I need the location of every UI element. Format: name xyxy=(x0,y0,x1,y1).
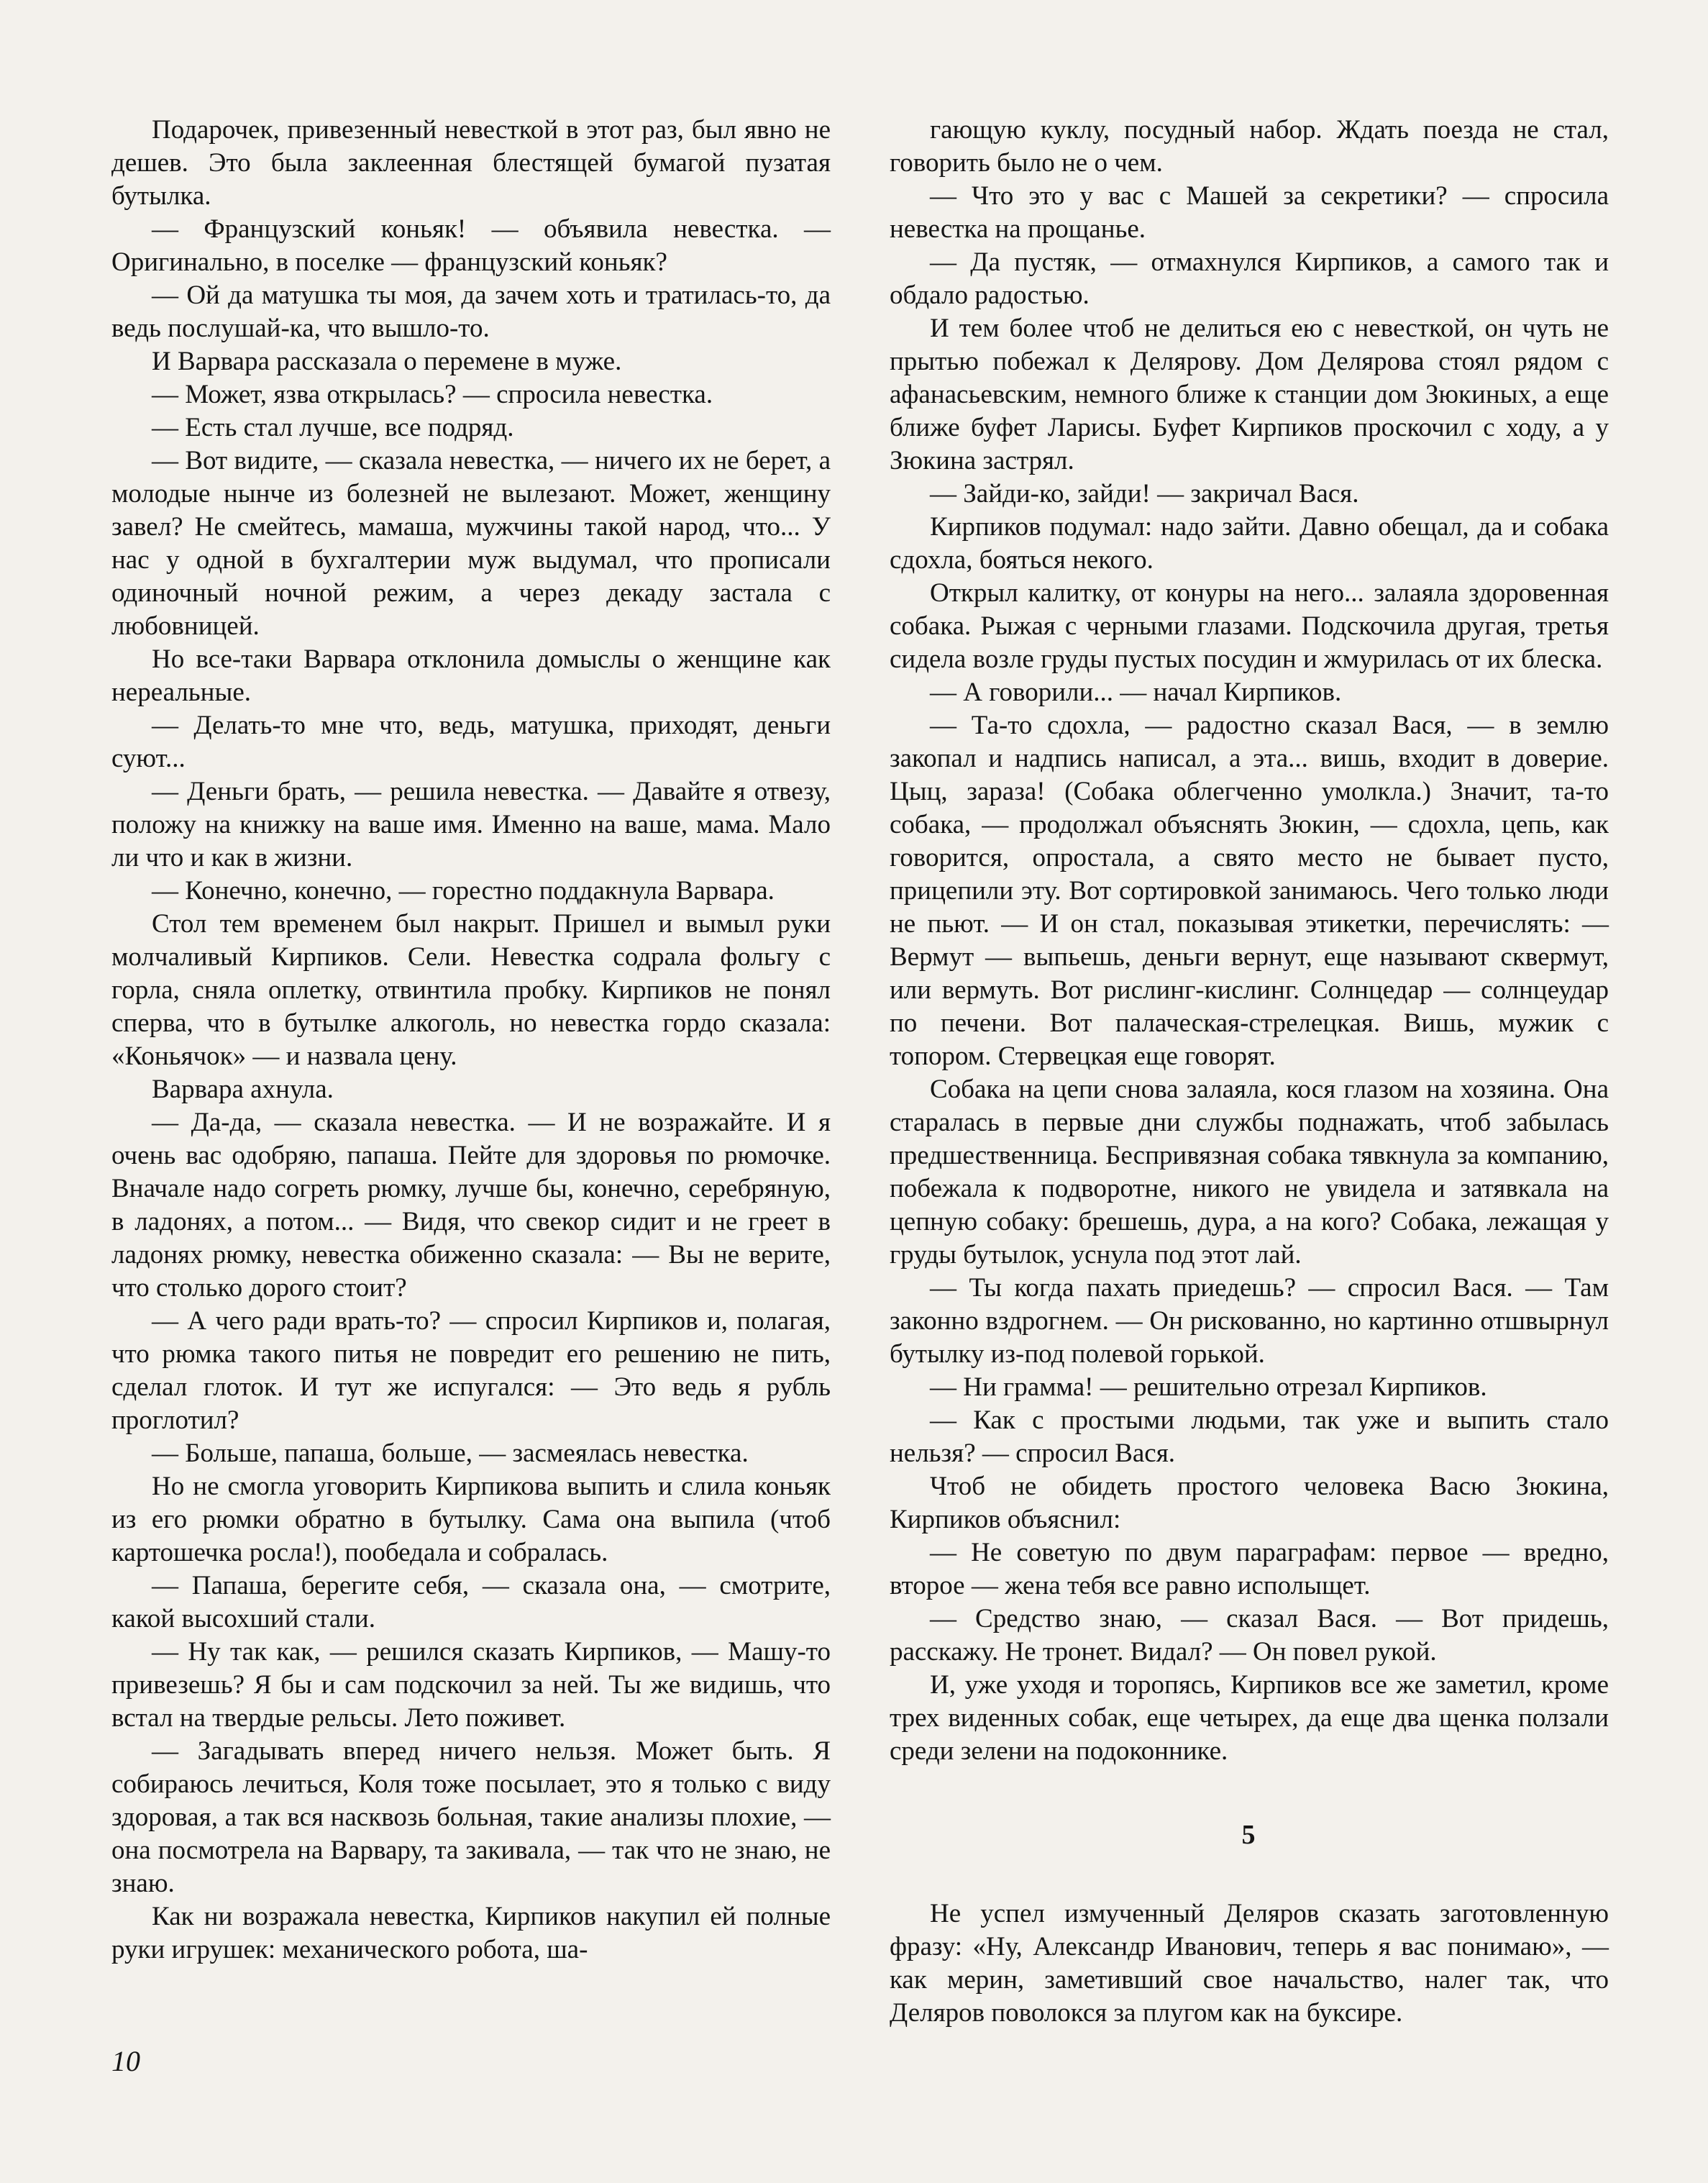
paragraph: — Не советую по двум параграфам: первое — вредно, второе — жена тебя все равно исполыщет. xyxy=(890,1538,1609,1600)
paragraph: Чтоб не обидеть простого человека Васю Зюкина, Кирпиков объяснил: xyxy=(890,1472,1609,1534)
paragraph: — Ты когда пахать приедешь? — спросил Вася. — Там законно вздрогнем. — Он рискованно, но картинно отшвырнул бутылку из-под полевой горькой. xyxy=(890,1273,1609,1369)
paragraph: И тем более чтоб не делиться ею с невесткой, он чуть не прытью побежал к Делярову. Дом Делярова стоял рядом с афанасьевским, немного ближе к станции дом Зюкиных, а еще ближе буфет Ларисы. Буфет Кирпиков проскочил с ходу, а у Зюкина застрял. xyxy=(890,314,1609,475)
paragraph: — Что это у вас с Машей за секретики? — спросила невестка на прощанье. xyxy=(890,181,1609,244)
paragraph: — Зайди-ко, зайди! — закричал Вася. xyxy=(930,479,1359,509)
paragraph: — Да пустяк, — отмахнулся Кирпиков, а самого так и обдало радостью. xyxy=(890,247,1609,310)
paragraph: — Ни грамма! — решительно отрезал Кирпиков. xyxy=(930,1372,1487,1402)
paragraph: — Средство знаю, — сказал Вася. — Вот придешь, расскажу. Не тронет. Видал? — Он повел рукой. xyxy=(890,1604,1609,1667)
paragraph: — Конечно, конечно, — горестно поддакнула Варвара. xyxy=(152,876,775,906)
paragraph: Но не смогла уговорить Кирпикова выпить и слила коньяк из его рюмки обратно в бутылку. Сама она выпила (чтоб картошечка росла!), пообедала и собралась. xyxy=(111,1472,831,1567)
paragraph: — Вот видите, — сказала невестка, — ничего их не берет, а молодые нынче из болезней не вылезают. Может, женщину завел? Не смейтесь, мамаша, мужчины такой народ, что... У нас у одной в бухгалтерии муж выдумал, что прописали одиночный ночной режим, а через декаду застала с любовницей. xyxy=(111,446,831,641)
paragraph: — Ой да матушка ты моя, да зачем хоть и тратилась-то, да ведь послушай-ка, что вышло-то. xyxy=(111,281,831,343)
paragraph: — Делать-то мне что, ведь, матушка, приходят, деньги суют... xyxy=(111,711,831,773)
paragraph: Подарочек, привезенный невесткой в этот раз, был явно не дешев. Это была заклеенная блестящей бумагой пузатая бутылка. xyxy=(111,115,831,211)
paragraph: — Ну так как, — решился сказать Кирпиков, — Машу-то привезешь? Я бы и сам подскочил за ней. Ты же видишь, что встал на твердые рельсы. Лето поживет. xyxy=(111,1637,831,1733)
paragraph: Как ни возражала невестка, Кирпиков накупил ей полные руки игрушек: механического робота, ша- xyxy=(111,1902,831,1964)
paragraph: Но все-таки Варвара отклонила домыслы о женщине как нереальные. xyxy=(111,644,831,707)
left-column xyxy=(111,114,831,1966)
paragraph: И Варвара рассказала о перемене в муже. xyxy=(152,347,622,376)
page-number: 10 xyxy=(111,2045,140,2077)
paragraph: гающую куклу, посудный набор. Ждать поезда не стал, говорить было не о чем. xyxy=(890,115,1609,178)
paragraph: — Есть стал лучше, все подряд. xyxy=(152,413,514,442)
paragraph: — А чего ради врать-то? — спросил Кирпиков и, полагая, что рюмка такого питья не повредит его решению не пить, сделал глоток. И тут же испугался: — Это ведь я рубль проглотил? xyxy=(111,1306,831,1435)
paragraph: — Папаша, берегите себя, — сказала она, — смотрите, какой высохший стали. xyxy=(111,1571,831,1633)
right-column xyxy=(890,114,1609,2030)
section-number: 5 xyxy=(1241,1820,1257,1850)
paragraph: — А говорили... — начал Кирпиков. xyxy=(930,678,1342,707)
paragraph: И, уже уходя и торопясь, Кирпиков все же заметил, кроме трех виденных собак, еще четырех, да еще два щенка ползали среди зелени на подоконнике. xyxy=(890,1670,1609,1766)
paragraph: — Загадывать вперед ничего нельзя. Может быть. Я собираюсь лечиться, Коля тоже посылает, это я только с виду здоровая, а так вся насквозь больная, такие анализы плохие, — она посмотрела на Варвару, та закивала, — так что не знаю, не знаю. xyxy=(111,1736,831,1898)
paragraph: — Больше, папаша, больше, — засмеялась невестка. xyxy=(152,1439,749,1468)
paragraph: — Деньги брать, — решила невестка. — Давайте я отвезу, положу на книжку на ваше имя. Именно на ваше, мама. Мало ли что и как в жизни. xyxy=(111,777,831,872)
paragraph: Стол тем временем был накрыт. Пришел и вымыл руки молчаливый Кирпиков. Сели. Невестка содрала фольгу с горла, сняла оплетку, отвинтила пробку. Кирпиков не понял сперва, что в бутылке алкоголь, но невестка гордо сказала: «Коньячок» — и назвала цену. xyxy=(111,909,831,1071)
paragraph: Собака на цепи снова залаяла, кося глазом на хозяина. Она старалась в первые дни службы поднажать, чтоб забылась предшественница. Беспривязная собака тявкнула за компанию, побежала к подворотне, никого не увидела и затявкала на цепную собаку: брешешь, дура, а на кого? Собака, лежащая у груды бутылок, уснула под этот лай. xyxy=(890,1075,1609,1270)
paragraph: — Может, язва открылась? — спросила невестка. xyxy=(152,380,713,409)
paragraph: Не успел измученный Деляров сказать заготовленную фразу: «Ну, Александр Иванович, теперь я вас понимаю», — как мерин, заметивший свое начальство, налег так, что Деляров поволокся за плугом как на буксире. xyxy=(890,1899,1609,2028)
paragraph: Кирпиков подумал: надо зайти. Давно обещал, да и собака сдохла, бояться некого. xyxy=(890,512,1609,575)
paragraph: — Как с простыми людьми, так уже и выпить стало нельзя? — спросил Вася. xyxy=(890,1405,1609,1468)
paragraph: Открыл калитку, от конуры на него... залаяла здоровенная собака. Рыжая с черными глазами. Подскочила другая, третья сидела возле груды пустых посудин и жмурилась от их блеска. xyxy=(890,578,1609,674)
paragraph: — Та-то сдохла, — радостно сказал Вася, — в землю закопал и надпись написал, а эта... вишь, входит в доверие. Цыц, зараза! (Собака облегченно умолкла.) Значит, та-то собака, — продолжал объяснять Зюкин, — сдохла, цепь, как говорится, опростала, а свято место не бывает пусто, прицепили эту. Вот сортировкой занимаюсь. Чего только люди не пьют. — И он стал, показывая этикетки, перечислять: — Вермут — выпьешь, деньги вернут, еще называют сквермут, или вермуть. Вот рислинг-кислинг. Солнцедар — солнцеудар по печени. Вот палаческая-стрелецкая. Вишь, мужик с топором. Стервецкая еще говорят. xyxy=(890,711,1609,1071)
paragraph: Варвара ахнула. xyxy=(152,1075,334,1104)
paragraph: — Да-да, — сказала невестка. — И не возражайте. И я очень вас одобряю, папаша. Пейте для здоровья по рюмочке. Вначале надо согреть рюмку, лучше бы, конечно, серебряную, в ладонях, а потом... — Видя, что свекор сидит и не греет в ладонях рюмку, невестка обиженно сказала: — Вы не верите, что столько дорого стоит? xyxy=(111,1108,831,1303)
paragraph: — Французский коньяк! — объявила невестка. — Оригинально, в поселке — французский коньяк? xyxy=(111,214,831,277)
